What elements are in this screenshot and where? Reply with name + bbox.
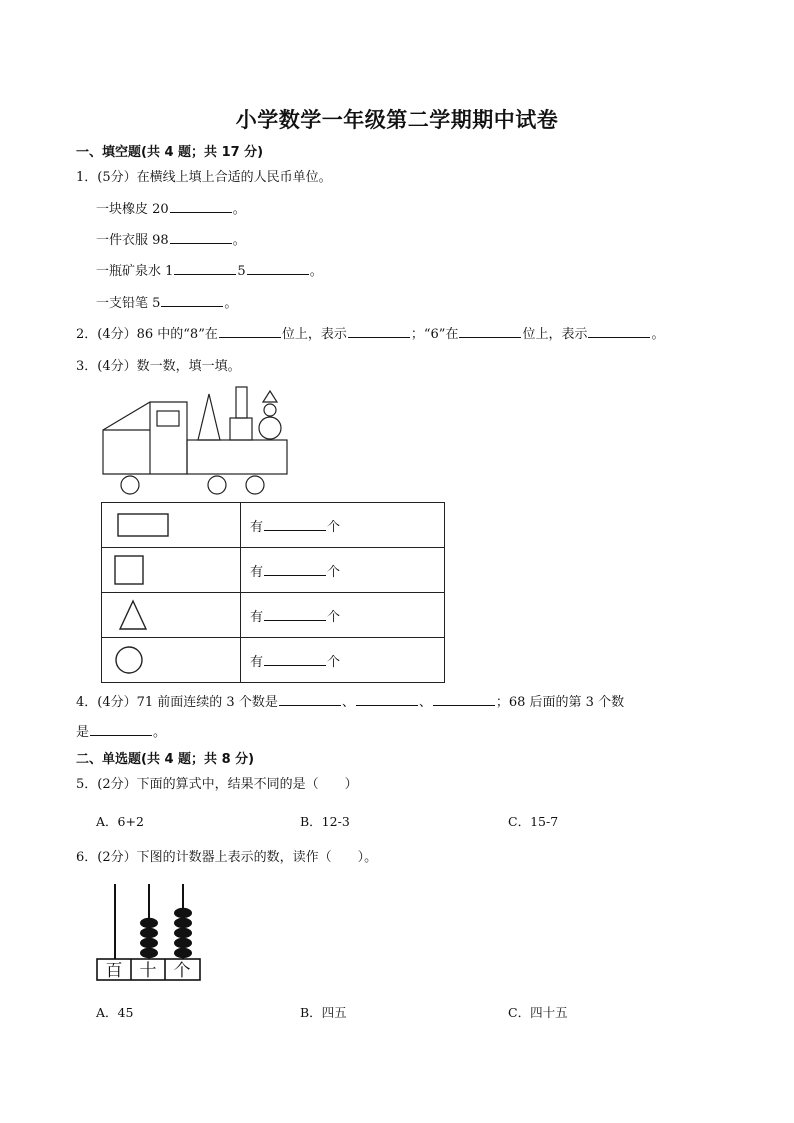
- line-suffix: 。: [232, 202, 246, 217]
- answer-blank[interactable]: [170, 200, 232, 213]
- q2-text: ；“6”在: [410, 327, 459, 342]
- cargo-triangle: [198, 394, 220, 440]
- answer-blank[interactable]: [459, 325, 521, 338]
- q5-option-c[interactable]: C．15-7: [508, 814, 559, 829]
- answer-blank[interactable]: [279, 693, 341, 706]
- wheel: [121, 476, 139, 494]
- abacus-label-hundreds: 百: [105, 961, 123, 981]
- answer-blank[interactable]: [170, 231, 232, 244]
- q6-option-a[interactable]: A．45: [96, 1005, 134, 1020]
- answer-blank[interactable]: [264, 563, 326, 576]
- answer-blank[interactable]: [90, 723, 152, 736]
- question-2: [76, 323, 664, 342]
- cargo-small-circle: [264, 404, 276, 416]
- answer-blank[interactable]: [264, 608, 326, 621]
- q2-text: 2．(4分）86 中的“8”在: [76, 327, 218, 342]
- cell-text: 个: [327, 564, 341, 580]
- truck-cab: [103, 402, 187, 474]
- truck-window: [157, 411, 179, 426]
- answer-blank[interactable]: [219, 325, 281, 338]
- q4-text: 。: [153, 725, 167, 740]
- cell-text: 个: [327, 519, 341, 535]
- answer-blank[interactable]: [356, 693, 418, 706]
- q4-text: ；68 后面的第 3 个数: [495, 695, 625, 710]
- cell-text: 有: [250, 654, 264, 670]
- abacus-label-ones: 个: [173, 961, 191, 981]
- rectangle-icon: [102, 503, 240, 547]
- line-mid: 5: [237, 264, 246, 279]
- line-prefix: 一支铅笔 5: [96, 296, 161, 311]
- abacus-bead-ones: [174, 938, 192, 948]
- abacus-bead-tens: [140, 918, 158, 928]
- answer-cell: [241, 548, 445, 593]
- cargo-circle: [259, 417, 281, 439]
- question-3-stem: 3．(4分）数一数，填一填。: [76, 359, 241, 374]
- abacus-bead-ones: [174, 908, 192, 918]
- cargo-rectangle: [236, 387, 247, 418]
- question-1-line-1: [96, 198, 246, 217]
- question-4-line-2: [76, 721, 166, 740]
- section-heading-single-choice: 二、单选题(共 4 题；共 8 分): [76, 752, 255, 767]
- truck-bed: [187, 440, 287, 474]
- answer-blank[interactable]: [174, 262, 236, 275]
- wheel: [246, 476, 264, 494]
- abacus-label-tens: 十: [139, 961, 157, 981]
- answer-blank[interactable]: [247, 262, 309, 275]
- line-prefix: 一瓶矿泉水 1: [96, 264, 174, 279]
- table-row: [102, 593, 445, 638]
- question-6-stem: 6．(2分）下图的计数器上表示的数，读作（ ）。: [76, 850, 378, 865]
- answer-blank[interactable]: [264, 518, 326, 531]
- triangle-icon: [102, 593, 240, 637]
- shape-cell: [102, 503, 241, 548]
- answer-cell: [241, 503, 445, 548]
- abacus-bead-tens: [140, 928, 158, 938]
- shape-cell: [102, 638, 241, 683]
- abacus-bead-ones: [174, 928, 192, 938]
- cell-text: 个: [327, 609, 341, 625]
- q2-text: 。: [651, 327, 665, 342]
- question-1-stem: 1．(5分）在横线上填上合适的人民币单位。: [76, 170, 332, 185]
- q4-text: 4．(4分）71 前面连续的 3 个数是: [76, 695, 278, 710]
- square-icon: [102, 548, 240, 592]
- circle-icon: [102, 638, 240, 682]
- question-1-line-2: [96, 229, 246, 248]
- answer-blank[interactable]: [348, 325, 410, 338]
- answer-blank[interactable]: [588, 325, 650, 338]
- line-suffix: 。: [232, 233, 246, 248]
- answer-blank[interactable]: [433, 693, 495, 706]
- q4-text: 、: [341, 695, 355, 710]
- page-title: 小学数学一年级第二学期期中试卷: [235, 108, 559, 132]
- q4-text: 是: [76, 725, 90, 740]
- line-prefix: 一件衣服 98: [96, 233, 169, 248]
- table-row: [102, 638, 445, 683]
- q2-text: 位上，表示: [281, 327, 347, 342]
- answer-cell: [241, 593, 445, 638]
- q2-text: 位上，表示: [522, 327, 588, 342]
- answer-blank[interactable]: [161, 294, 223, 307]
- cell-text: 有: [250, 564, 264, 580]
- q5-option-a[interactable]: A．6+2: [96, 814, 144, 829]
- question-4-line-1: [76, 691, 624, 710]
- q5-option-b[interactable]: B．12-3: [300, 814, 350, 829]
- question-1-line-3: [96, 260, 323, 279]
- answer-cell: [241, 638, 445, 683]
- cargo-small-triangle: [263, 391, 277, 402]
- section-heading-fill-blank: 一、填空题(共 4 题；共 17 分): [76, 145, 264, 160]
- table-row: [102, 548, 445, 593]
- q6-option-b[interactable]: B．四五: [300, 1005, 347, 1020]
- abacus-bead-tens: [140, 938, 158, 948]
- q4-text: 、: [418, 695, 432, 710]
- q6-option-c[interactable]: C．四十五: [508, 1005, 568, 1020]
- shape-cell: [102, 593, 241, 638]
- cargo-square: [230, 418, 252, 440]
- abacus-bead-tens: [140, 948, 158, 958]
- answer-blank[interactable]: [264, 653, 326, 666]
- line-suffix: 。: [224, 296, 238, 311]
- shape-cell: [102, 548, 241, 593]
- shape-count-table: [101, 502, 445, 683]
- wheel: [208, 476, 226, 494]
- cell-text: 个: [327, 654, 341, 670]
- abacus-bead-ones: [174, 918, 192, 928]
- abacus-bead-ones: [174, 948, 192, 958]
- cell-text: 有: [250, 519, 264, 535]
- abacus-figure: [96, 880, 206, 984]
- cell-text: 有: [250, 609, 264, 625]
- question-1-line-4: [96, 292, 237, 311]
- line-prefix: 一块橡皮 20: [96, 202, 169, 217]
- question-5-stem: 5．(2分）下面的算式中，结果不同的是（ ）: [76, 777, 358, 792]
- table-row: [102, 503, 445, 548]
- line-suffix: 。: [309, 264, 323, 279]
